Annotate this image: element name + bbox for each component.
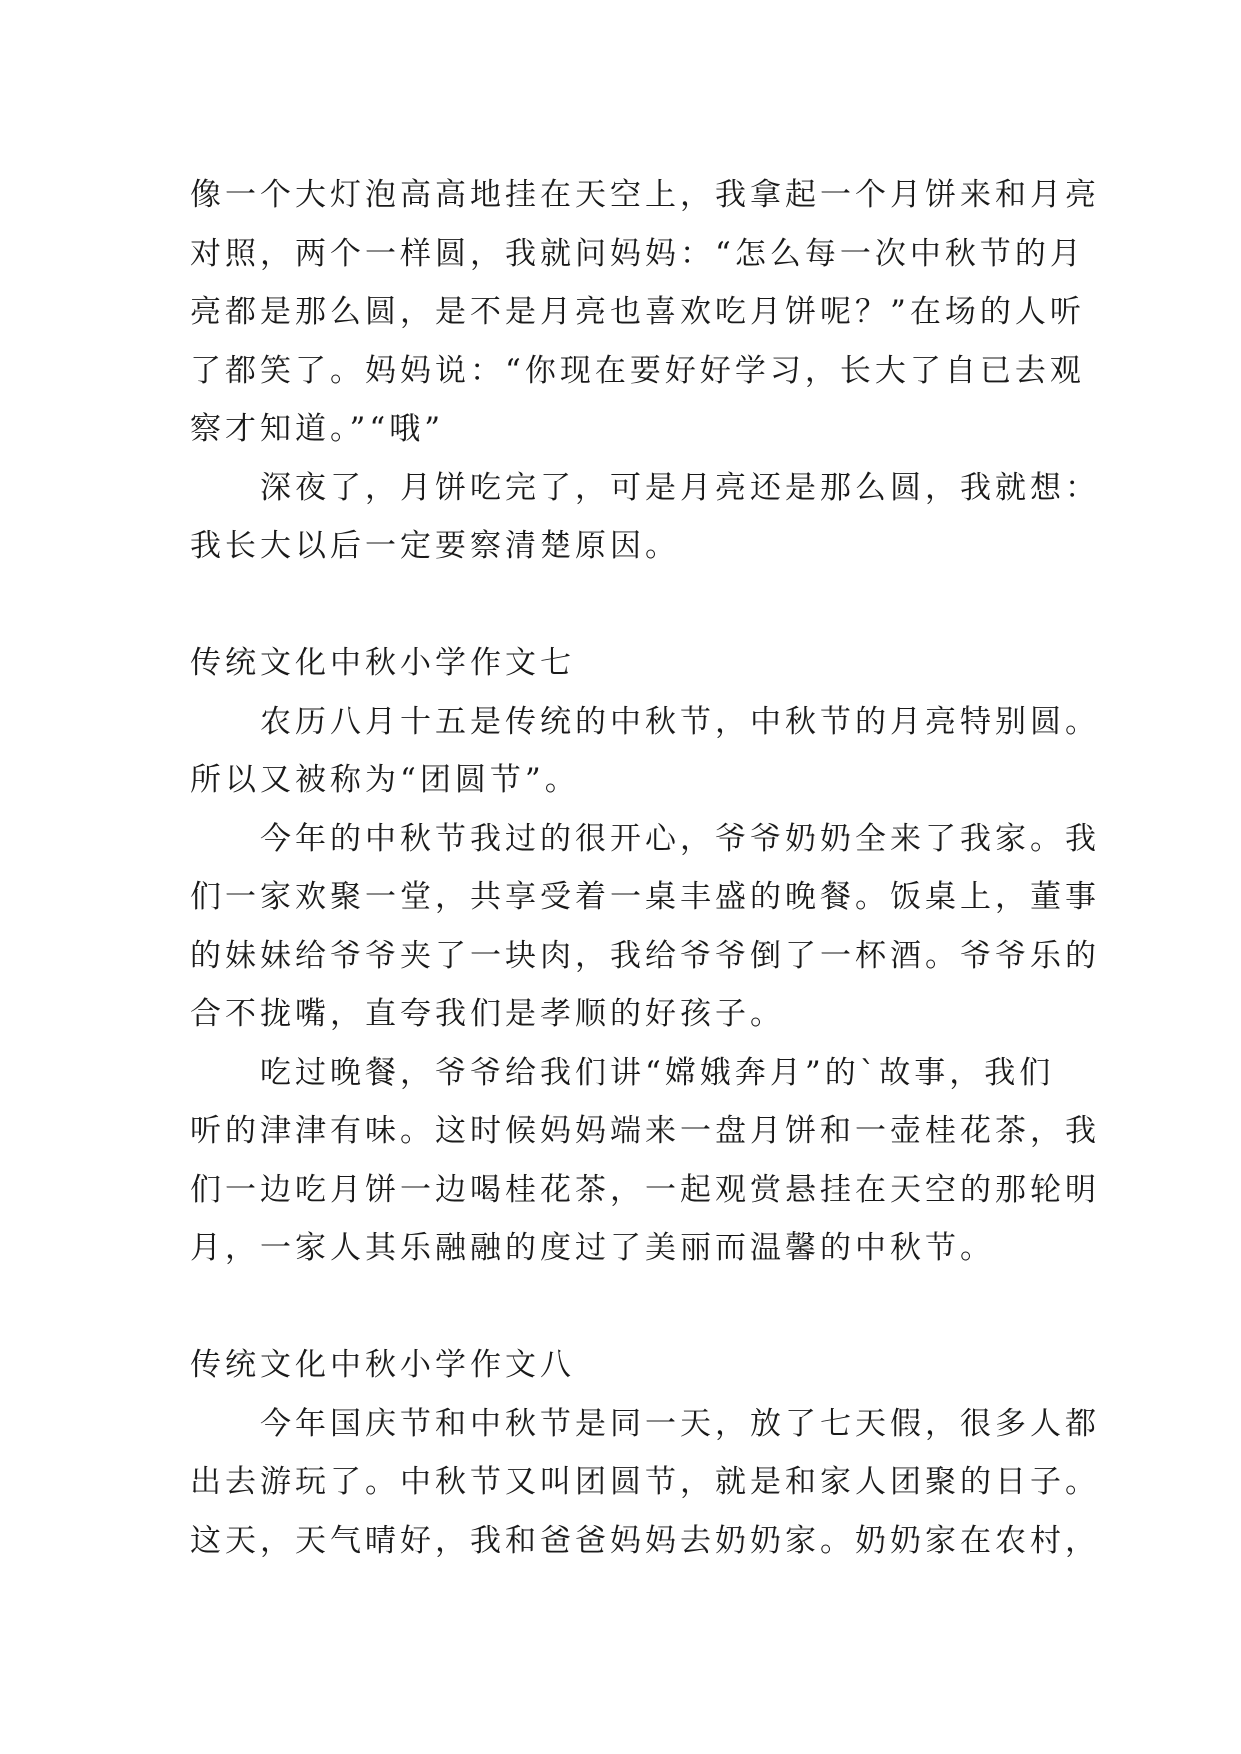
text-line: 的妹妹给爷爷夹了一块肉，我给爷爷倒了一杯酒。爷爷乐的 [190,937,1100,974]
document-body [190,166,1100,1570]
paragraph [190,1395,1100,1571]
text-line: 们一家欢聚一堂，共享受着一桌丰盛的晚餐。饭桌上，董事 [190,879,1100,915]
text-line: 像一个大灯泡高高地挂在天空上，我拿起一个月饼来和月亮 [190,177,1100,213]
section-heading: 传统文化中秋小学作文八 [190,1347,575,1383]
paragraph [190,459,1100,576]
text-line: 农历八月十五是传统的中秋节，中秋节的月亮特别圆。 [260,703,1100,740]
section-gap [190,576,1066,635]
section-gap [190,1278,1066,1337]
section-heading: 传统文化中秋小学作文七 [190,645,575,681]
text-line: 听的津津有味。这时候妈妈端来一盘月饼和一壶桂花茶，我 [190,1113,1100,1149]
text-line: 了都笑了。妈妈说：“你现在要好好学习，长大了自已去观 [190,352,1085,389]
paragraph [190,810,1100,1044]
paragraph [190,693,1100,810]
text-line: 亮都是那么圆，是不是月亮也喜欢吃月饼呢？”在场的人听 [190,294,1085,330]
text-line: 我长大以后一定要察清楚原因。 [190,528,680,564]
text-line: 吃过晚餐，爷爷给我们讲“嫦娥奔月”的`故事，我们 [260,1054,1055,1091]
text-line: 今年国庆节和中秋节是同一天，放了七天假，很多人都 [260,1405,1100,1442]
text-line: 今年的中秋节我过的很开心，爷爷奶奶全来了我家。我 [260,820,1100,857]
text-line: 对照，两个一样圆，我就问妈妈：“怎么每一次中秋节的月 [190,235,1085,272]
text-line: 合不拢嘴，直夸我们是孝顺的好孩子。 [190,996,785,1032]
paragraph [190,1044,1100,1278]
text-line: 所以又被称为“团圆节”。 [190,762,580,798]
paragraph [190,166,1100,459]
text-line: 这天，天气晴好，我和爸爸妈妈去奶奶家。奶奶家在农村， [190,1522,1100,1559]
text-line: 深夜了，月饼吃完了，可是月亮还是那么圆，我就想： [260,469,1100,506]
text-line: 察才知道。”“哦” [190,411,445,447]
text-line: 出去游玩了。中秋节又叫团圆节，就是和家人团聚的日子。 [190,1464,1100,1500]
text-line: 们一边吃月饼一边喝桂花茶，一起观赏悬挂在天空的那轮明 [190,1171,1100,1208]
text-line: 月，一家人其乐融融的度过了美丽而温馨的中秋节。 [190,1230,995,1266]
